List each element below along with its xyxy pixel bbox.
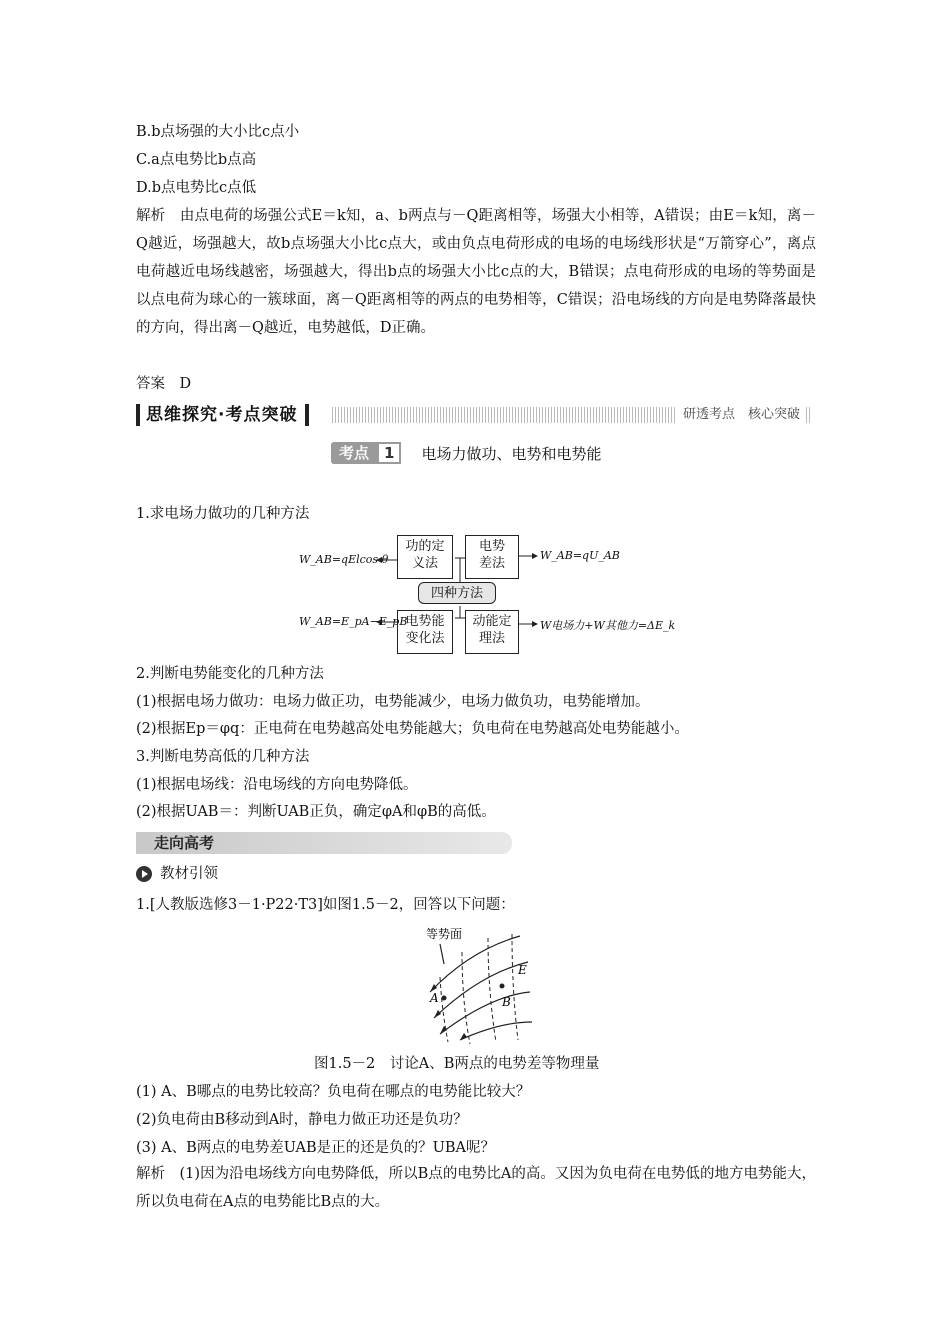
method-kinetic-theorem-box: 动能定 理法	[465, 610, 519, 654]
section-2-item-1: (1)根据电场力做功：电场力做正功，电势能减少，电场力做负功，电势能增加。	[136, 694, 650, 710]
method-definition-box: 功的定 义法	[397, 535, 453, 579]
jiaocai-label: 教材引领	[160, 866, 218, 882]
section-3-item-2: (2)根据UAB＝：判断UAB正负，确定φA和φB的高低。	[136, 804, 496, 820]
question-1: 1.[人教版选修3－1·P22·T3]如图1.5－2，回答以下问题：	[136, 897, 515, 913]
question-1-1: (1) A、B哪点的电势比较高？负电荷在哪点的电势能比较大？	[136, 1084, 531, 1100]
section-1-title: 1.求电场力做功的几种方法	[136, 506, 310, 522]
section-3-title: 3.判断电势高低的几种方法	[136, 749, 310, 765]
method-potential-difference-box: 电势 差法	[465, 535, 519, 579]
question-1-3: (3) A、B两点的电势差UAB是正的还是负的？UBA呢？	[136, 1140, 496, 1156]
center-methods-label: 四种方法	[418, 582, 496, 604]
banner-title: 思维探究·考点突破	[136, 404, 309, 426]
label-A: A	[430, 991, 439, 1005]
play-icon	[136, 866, 152, 882]
question-1-2: (2)负电荷由B移动到A时，静电力做正功还是负功？	[136, 1112, 468, 1128]
section-banner	[136, 404, 812, 426]
option-c: C.a点电势比b点高	[136, 152, 257, 168]
formula-potential-difference: W_AB=qU_AB	[540, 549, 620, 562]
label-equipotential: 等势面	[426, 927, 463, 941]
section-2-item-2: (2)根据Ep＝φq：正电荷在电势越高处电势能越大；负电荷在电势越高处电势能越小。	[136, 721, 689, 737]
field-figure	[400, 922, 550, 1046]
formula-energy-change: W_AB=E_pA−E_pB	[299, 615, 408, 628]
analysis-paragraph: 解析 由点电荷的场强公式E＝k知，a、b两点与－Q距离相等，场强大小相等，A错误；由E＝k知，离－Q越近，场强越大，故b点场强大小比c点大，或由负点电荷形成的电场的电场线形状是“万箭穿心”，离点电荷越近电场线越密，场强越大，得出b点的场强大小比c点的大，B错误；点电荷形成的电场的等势面是以点电荷为球心的一簇球面，离－Q距离相等的两点的电势相等，C错误；沿电场线的方向是电势降落最快的方向，得出离－Q越近，电势越低，D正确。	[136, 208, 816, 336]
gaokao-bar	[136, 832, 512, 854]
formula-kinetic-theorem: W电场力+W其他力=ΔE_k	[540, 619, 676, 632]
section-3-item-1: (1)根据电场线：沿电场线的方向电势降低。	[136, 777, 418, 793]
figure-caption: 图1.5－2 讨论A、B两点的电势差等物理量	[314, 1056, 600, 1072]
kaodian-number: 1	[377, 442, 401, 464]
banner-subtitle: 研透考点 核心突破	[677, 405, 806, 425]
formula-definition: W_AB=qElcos θ	[299, 553, 389, 566]
answer: 答案 D	[136, 376, 192, 392]
option-b: B.b点场强的大小比c点小	[136, 124, 300, 140]
analysis-2: 解析 (1)因为沿电场线方向电势降低，所以B点的电势比A的高。又因为负电荷在电势低的地方电势能大，所以负电荷在A点的电势能比B点的大。	[136, 1166, 816, 1210]
kaodian-label: 考点	[331, 442, 377, 464]
label-B: B	[502, 995, 511, 1009]
kaodian-title: 电场力做功、电势和电势能	[421, 444, 602, 463]
kaodian-header	[331, 442, 601, 464]
option-d: D.b点电势比c点低	[136, 180, 257, 196]
label-E: E	[518, 963, 527, 977]
method-energy-change-box: 电势能 变化法	[397, 610, 453, 654]
section-2-title: 2.判断电势能变化的几种方法	[136, 666, 324, 682]
gaokao-label: 走向高考	[154, 834, 215, 852]
